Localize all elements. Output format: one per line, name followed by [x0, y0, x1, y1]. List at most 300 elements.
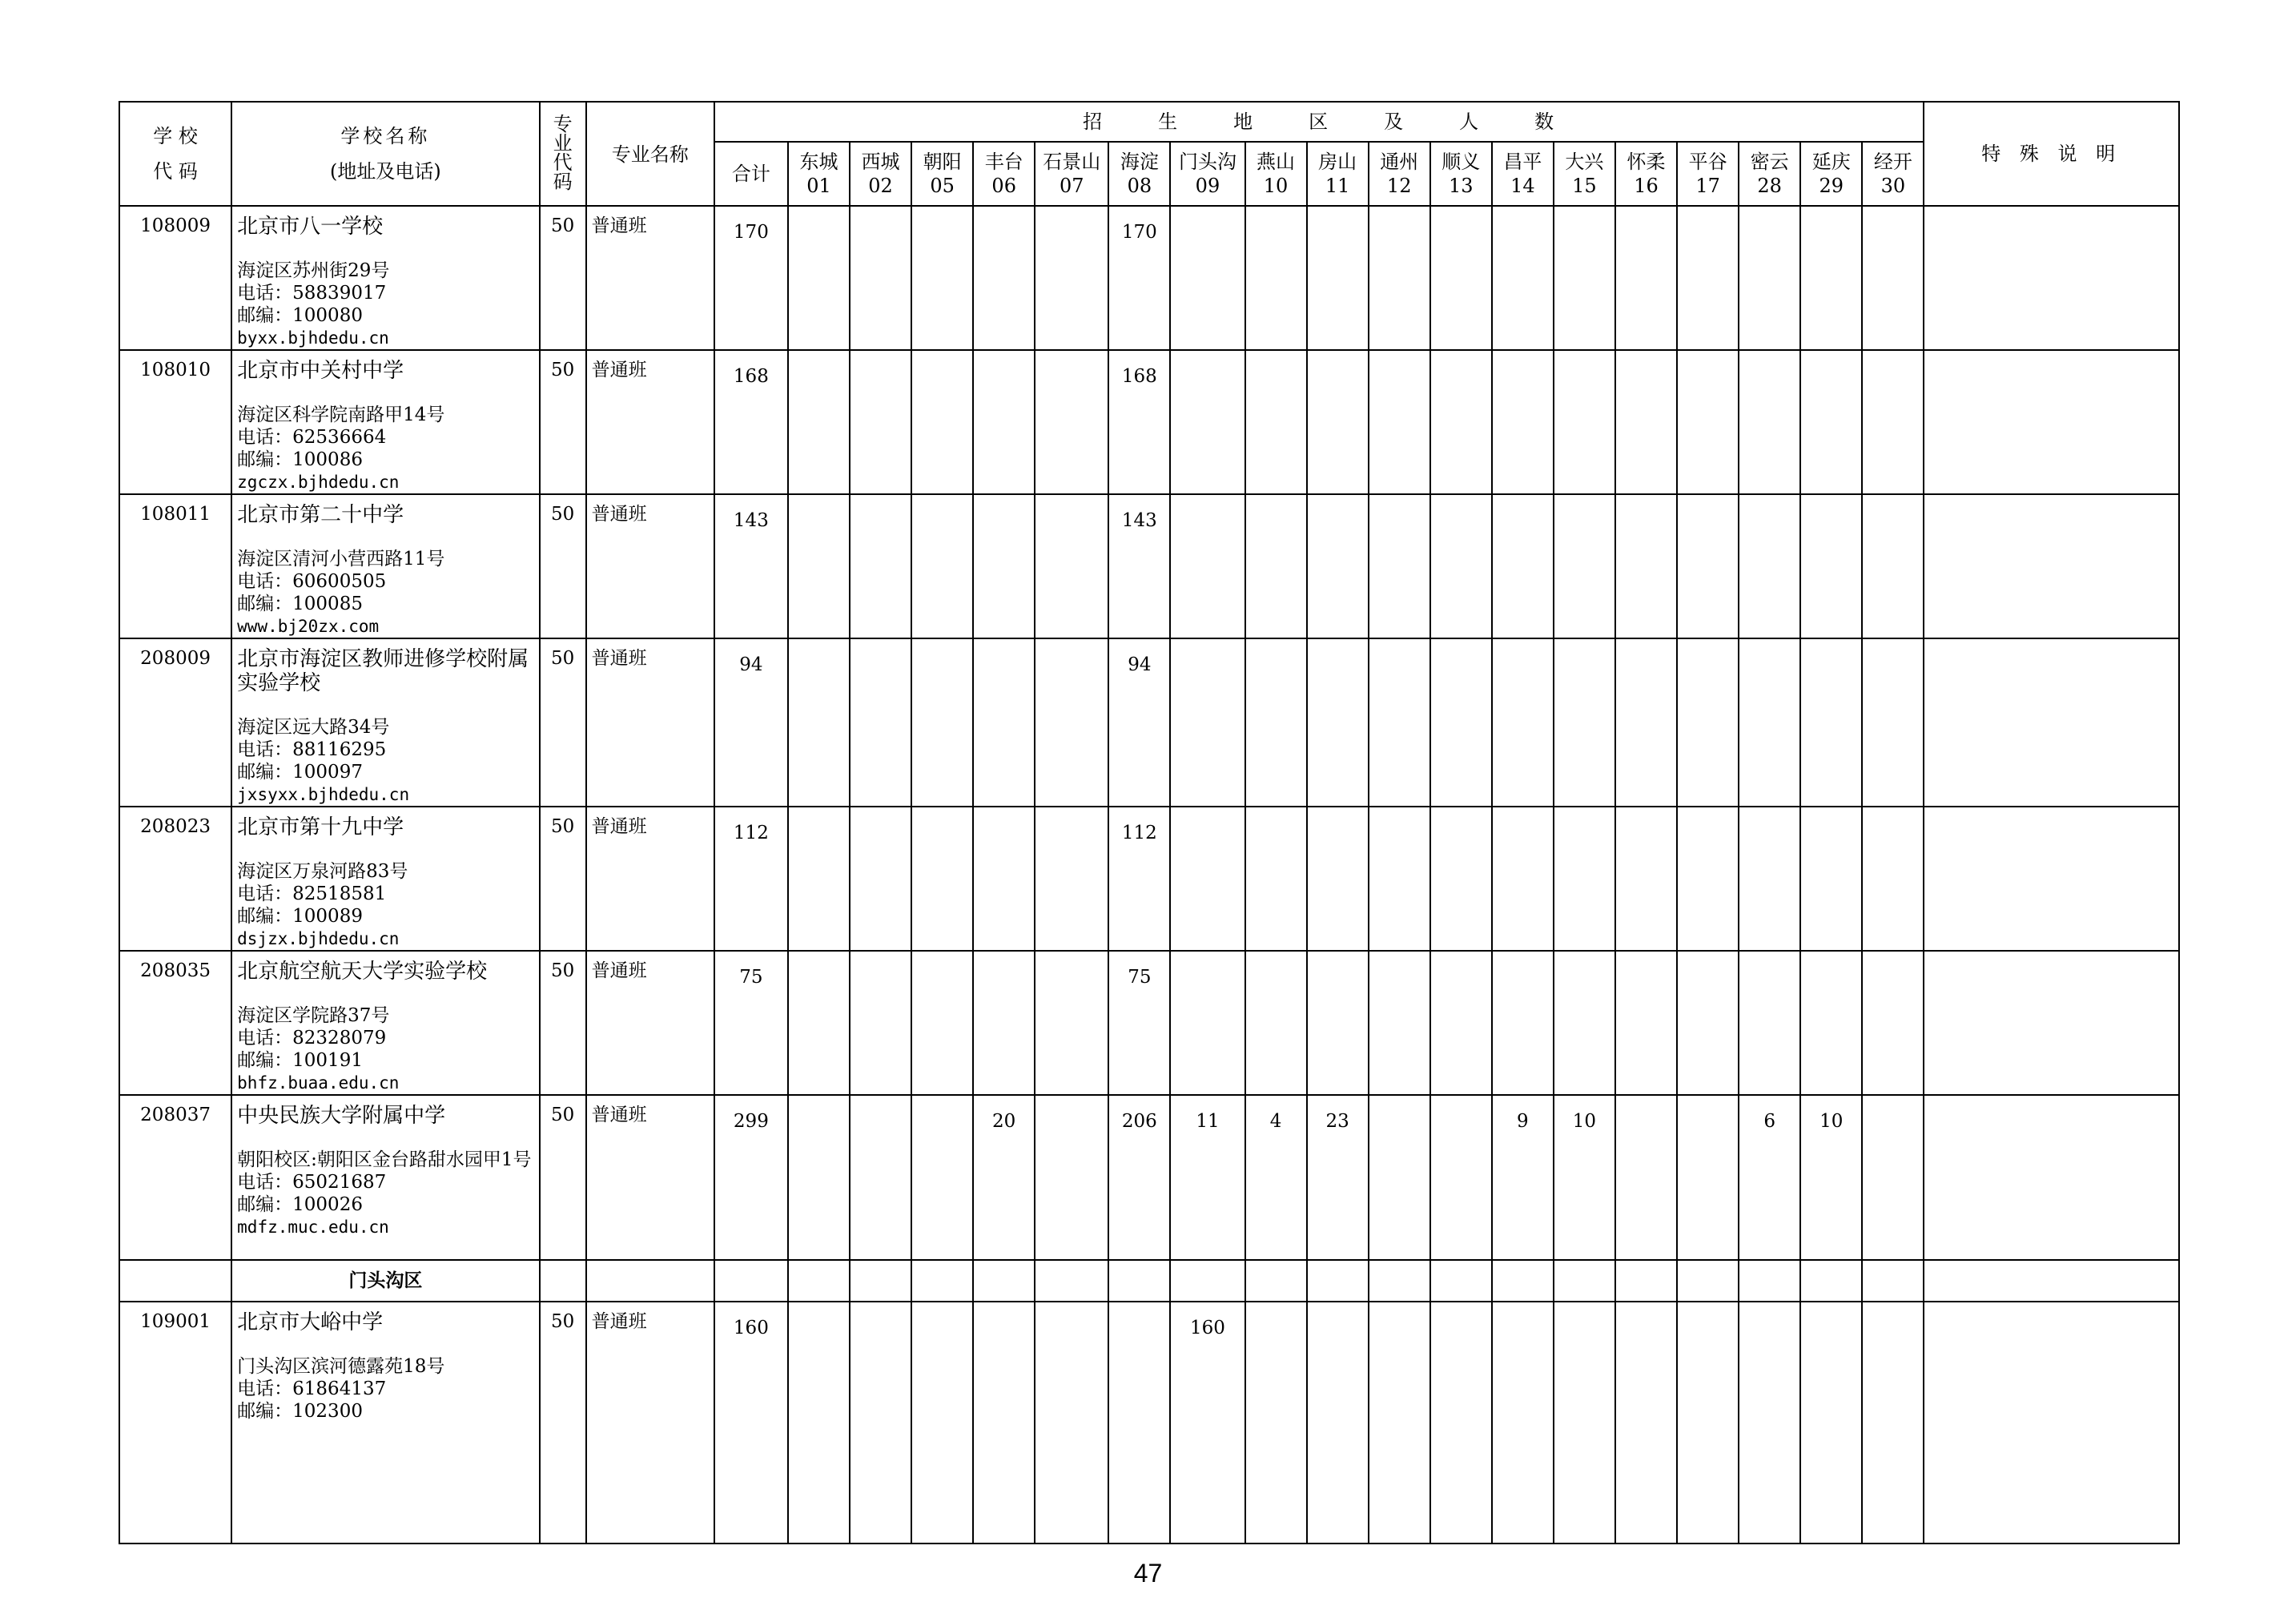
district-empty-cell: [586, 1260, 714, 1302]
area-code: 10: [1263, 175, 1289, 197]
region-title-char: 招: [1083, 111, 1104, 133]
school-postcode: 邮编：102300: [237, 1401, 363, 1422]
major-name: 普通班: [586, 494, 714, 638]
school-code: 109001: [119, 1302, 231, 1544]
area-count: [911, 350, 973, 494]
table-row: [119, 350, 2179, 494]
area-count: [1035, 350, 1108, 494]
table-row: [119, 1302, 2179, 1544]
area-count: [1862, 206, 1924, 350]
major-code: 50: [540, 494, 586, 638]
area-count: [850, 350, 911, 494]
area-count: [1677, 494, 1739, 638]
area-count: [1739, 807, 1800, 951]
area-count: [1800, 807, 1862, 951]
school-name: 北京市第二十中学: [237, 503, 404, 527]
area-count: [1739, 350, 1800, 494]
district-empty-cell: [1554, 1260, 1615, 1302]
total-count: 160: [714, 1302, 788, 1544]
area-count: [788, 206, 850, 350]
area-count: [1369, 494, 1430, 638]
area-name: 丰台: [984, 151, 1023, 173]
area-count: [1615, 350, 1677, 494]
area-count: [1615, 206, 1677, 350]
area-count: [1677, 951, 1739, 1095]
school-name: 北京市第十九中学: [237, 815, 404, 839]
header-area: [911, 142, 973, 206]
area-count: [1245, 951, 1307, 1095]
area-code: 13: [1449, 175, 1474, 197]
total-count: 112: [714, 807, 788, 951]
area-count: [1170, 807, 1245, 951]
school-phone: 电话：58839017: [237, 283, 387, 304]
area-count: [1677, 638, 1739, 807]
area-count: [1245, 494, 1307, 638]
area-name: 燕山: [1257, 151, 1296, 173]
area-count: [1554, 951, 1615, 1095]
school-name: 中央民族大学附属中学: [237, 1104, 446, 1128]
header-special-notes: 特 殊 说 明: [1924, 102, 2179, 206]
area-code: 17: [1695, 175, 1720, 197]
area-name: 西城: [861, 151, 900, 173]
school-code: 208035: [119, 951, 231, 1095]
area-count: [1862, 638, 1924, 807]
area-code: 29: [1819, 175, 1844, 197]
area-count: [1430, 1095, 1492, 1260]
area-count: [1615, 1302, 1677, 1544]
special-note: [1924, 1302, 2179, 1544]
area-count: [788, 951, 850, 1095]
major-name: 普通班: [586, 638, 714, 807]
area-count: 94: [1108, 638, 1170, 807]
special-note: [1924, 206, 2179, 350]
major-name: 普通班: [586, 807, 714, 951]
table-row: [119, 1095, 2179, 1260]
school-address: 海淀区万泉河路83号: [237, 861, 408, 882]
area-count: [1492, 1302, 1554, 1544]
area-count: 20: [973, 1095, 1035, 1260]
school-phone: 电话：88116295: [237, 739, 387, 760]
area-count: [1170, 350, 1245, 494]
header-row-1: [119, 102, 2179, 142]
district-empty-cell: [1369, 1260, 1430, 1302]
area-count: 4: [1245, 1095, 1307, 1260]
area-count: [1492, 638, 1554, 807]
area-code: 05: [930, 175, 955, 197]
area-count: [1035, 494, 1108, 638]
table-body: [119, 102, 2179, 1544]
area-count: [1862, 1095, 1924, 1260]
area-count: [1554, 494, 1615, 638]
area-count: [1492, 494, 1554, 638]
area-count: [788, 494, 850, 638]
area-name: 延庆: [1811, 151, 1851, 173]
school-info: [231, 1302, 539, 1544]
area-count: [1677, 807, 1739, 951]
major-code: 50: [540, 807, 586, 951]
total-count: 143: [714, 494, 788, 638]
area-count: [973, 350, 1035, 494]
district-empty-cell: [1108, 1260, 1170, 1302]
area-name: 密云: [1750, 151, 1789, 173]
area-count: [1862, 807, 1924, 951]
table-row: [119, 638, 2179, 807]
school-info: [231, 1095, 539, 1260]
school-website: bhfz.buaa.edu.cn: [237, 1073, 400, 1093]
area-count: [1430, 350, 1492, 494]
area-count: [1108, 1302, 1170, 1544]
area-count: [911, 206, 973, 350]
special-note: [1924, 494, 2179, 638]
district-row: [119, 1260, 2179, 1302]
school-postcode: 邮编：100026: [237, 1194, 363, 1215]
area-count: [850, 951, 911, 1095]
area-count: [1800, 350, 1862, 494]
school-website: zgczx.bjhdedu.cn: [237, 473, 400, 492]
school-postcode: 邮编：100080: [237, 305, 363, 326]
area-name: 房山: [1318, 151, 1357, 173]
school-website: jxsyxx.bjhdedu.cn: [237, 785, 410, 804]
school-address: 海淀区苏州街29号: [237, 260, 390, 281]
area-count: [788, 1095, 850, 1260]
major-code: 50: [540, 206, 586, 350]
area-code: 09: [1195, 175, 1220, 197]
region-title-char: 数: [1534, 111, 1556, 133]
area-count: 23: [1307, 1095, 1369, 1260]
area-count: [1615, 1095, 1677, 1260]
area-count: [1430, 807, 1492, 951]
area-name: 通州: [1380, 151, 1419, 173]
area-count: [1800, 206, 1862, 350]
district-empty-cell: [119, 1260, 231, 1302]
area-count: [1677, 206, 1739, 350]
area-count: [1862, 951, 1924, 1095]
area-count: [1369, 350, 1430, 494]
school-code: 108009: [119, 206, 231, 350]
area-count: [1369, 1302, 1430, 1544]
area-code: 15: [1572, 175, 1597, 197]
spacer: [237, 1334, 533, 1355]
special-note: [1924, 807, 2179, 951]
major-code: 50: [540, 951, 586, 1095]
header-area: [850, 142, 911, 206]
area-count: [1800, 494, 1862, 638]
major-name: 普通班: [586, 1302, 714, 1544]
area-count: [1307, 951, 1369, 1095]
major-name: 普通班: [586, 1095, 714, 1260]
region-title-char: 生: [1158, 111, 1180, 133]
area-name: 海淀: [1120, 151, 1159, 173]
district-empty-cell: [1739, 1260, 1800, 1302]
region-title-char: 地: [1233, 111, 1255, 133]
region-title-char: 人: [1459, 111, 1481, 133]
area-count: [911, 951, 973, 1095]
area-count: [1245, 807, 1307, 951]
header-area: [1369, 142, 1430, 206]
total-count: 168: [714, 350, 788, 494]
area-name: 石景山: [1043, 151, 1101, 173]
region-title-char: 区: [1309, 111, 1330, 133]
district-empty-cell: [1800, 1260, 1862, 1302]
area-count: [1800, 638, 1862, 807]
area-count: [1307, 638, 1369, 807]
school-postcode: 邮编：100089: [237, 906, 363, 927]
school-code: 208009: [119, 638, 231, 807]
school-info: [231, 951, 539, 1095]
area-count: [1035, 1302, 1108, 1544]
total-count: 299: [714, 1095, 788, 1260]
area-count: [973, 1302, 1035, 1544]
district-empty-cell: [1245, 1260, 1307, 1302]
area-count: [973, 206, 1035, 350]
district-empty-cell: [1430, 1260, 1492, 1302]
school-address: 海淀区远大路34号: [237, 717, 390, 738]
area-count: 75: [1108, 951, 1170, 1095]
school-website: www.bj20zx.com: [237, 617, 380, 636]
area-count: [1554, 350, 1615, 494]
area-code: 14: [1510, 175, 1535, 197]
header-area: [1430, 142, 1492, 206]
area-count: [850, 1095, 911, 1260]
area-count: [1170, 951, 1245, 1095]
area-count: [1307, 350, 1369, 494]
major-name: 普通班: [586, 951, 714, 1095]
header-area: [788, 142, 850, 206]
district-label: 门头沟区: [231, 1260, 539, 1302]
district-empty-cell: [850, 1260, 911, 1302]
area-count: 9: [1492, 1095, 1554, 1260]
area-count: [1430, 206, 1492, 350]
area-count: [973, 951, 1035, 1095]
school-website: dsjzx.bjhdedu.cn: [237, 929, 400, 948]
area-code: 30: [1880, 175, 1906, 197]
area-count: [1245, 1302, 1307, 1544]
area-name: 门头沟: [1178, 151, 1236, 173]
area-count: [911, 638, 973, 807]
area-code: 08: [1127, 175, 1152, 197]
header-area: [1739, 142, 1800, 206]
district-empty-cell: [1170, 1260, 1245, 1302]
header-area: [1492, 142, 1554, 206]
area-count: [1677, 1095, 1739, 1260]
area-count: [788, 350, 850, 494]
major-code: 50: [540, 1302, 586, 1544]
area-count: 10: [1554, 1095, 1615, 1260]
table-row: [119, 951, 2179, 1095]
area-count: [1307, 807, 1369, 951]
area-count: [1739, 494, 1800, 638]
area-count: [1170, 638, 1245, 807]
total-count: 75: [714, 951, 788, 1095]
area-code: 02: [868, 175, 893, 197]
school-phone: 电话：62536664: [237, 427, 387, 448]
school-website: mdfz.muc.edu.cn: [237, 1218, 389, 1237]
special-note: [1924, 951, 2179, 1095]
area-name: 平谷: [1688, 151, 1727, 173]
district-empty-cell: [1924, 1260, 2179, 1302]
area-count: [1554, 206, 1615, 350]
area-count: [1035, 951, 1108, 1095]
area-count: [850, 807, 911, 951]
area-count: [1862, 494, 1924, 638]
area-count: [850, 494, 911, 638]
area-count: 143: [1108, 494, 1170, 638]
total-count: 94: [714, 638, 788, 807]
area-count: 6: [1739, 1095, 1800, 1260]
header-area: [973, 142, 1035, 206]
area-count: [1554, 807, 1615, 951]
total-count: 170: [714, 206, 788, 350]
header-area: [1615, 142, 1677, 206]
area-count: [1615, 494, 1677, 638]
area-name: 顺义: [1442, 151, 1481, 173]
area-count: [1170, 494, 1245, 638]
area-count: 206: [1108, 1095, 1170, 1260]
school-phone: 电话：65021687: [237, 1172, 387, 1193]
area-count: [1554, 1302, 1615, 1544]
school-name: 北京航空航天大学实验学校: [237, 960, 488, 984]
area-count: [1369, 951, 1430, 1095]
school-phone: 电话：61864137: [237, 1378, 387, 1399]
spacer: [237, 1128, 533, 1149]
header-area: [1800, 142, 1862, 206]
district-empty-cell: [1677, 1260, 1739, 1302]
area-count: [1245, 350, 1307, 494]
area-count: [1739, 206, 1800, 350]
school-name: 北京市八一学校: [237, 215, 384, 239]
spacer: [237, 383, 533, 404]
area-count: [973, 807, 1035, 951]
spacer: [237, 984, 533, 1004]
area-count: [1035, 638, 1108, 807]
header-school-name: 学校名称 (地址及电话): [231, 102, 539, 206]
header-area: [1035, 142, 1108, 206]
school-postcode: 邮编：100085: [237, 594, 363, 614]
area-code: 11: [1325, 175, 1350, 197]
school-info: [231, 638, 539, 807]
area-count: [1554, 638, 1615, 807]
area-count: [1430, 638, 1492, 807]
area-count: [1492, 807, 1554, 951]
area-count: [1245, 206, 1307, 350]
area-count: [1430, 1302, 1492, 1544]
major-name: 普通班: [586, 350, 714, 494]
special-note: [1924, 1095, 2179, 1260]
area-count: [1492, 206, 1554, 350]
area-name: 经开: [1873, 151, 1912, 173]
area-count: 168: [1108, 350, 1170, 494]
district-empty-cell: [714, 1260, 788, 1302]
area-count: 160: [1170, 1302, 1245, 1544]
region-title-char: 及: [1384, 111, 1405, 133]
area-code: 28: [1757, 175, 1782, 197]
header-area: [1307, 142, 1369, 206]
special-note: [1924, 350, 2179, 494]
header-area: [1862, 142, 1924, 206]
area-count: [1369, 638, 1430, 807]
area-count: 112: [1108, 807, 1170, 951]
area-count: [850, 1302, 911, 1544]
area-count: 10: [1800, 1095, 1862, 1260]
area-count: [911, 1095, 973, 1260]
school-info: [231, 494, 539, 638]
district-empty-cell: [1492, 1260, 1554, 1302]
district-empty-cell: [788, 1260, 850, 1302]
area-name: 怀柔: [1627, 151, 1666, 173]
area-count: [911, 1302, 973, 1544]
school-address: 门头沟区滨河德露苑18号: [237, 1356, 445, 1377]
area-count: [973, 638, 1035, 807]
school-name: 北京市大峪中学: [237, 1310, 384, 1334]
school-code: 108011: [119, 494, 231, 638]
area-count: [1170, 206, 1245, 350]
school-website: byxx.bjhdedu.cn: [237, 328, 389, 348]
area-count: [1035, 807, 1108, 951]
area-count: [788, 1302, 850, 1544]
spacer: [237, 695, 533, 716]
school-address: 海淀区学院路37号: [237, 1005, 390, 1026]
area-count: [1035, 1095, 1108, 1260]
spacer: [237, 239, 533, 260]
header-major-name: 专业名称: [586, 102, 714, 206]
school-postcode: 邮编：100191: [237, 1050, 363, 1071]
area-count: [788, 638, 850, 807]
area-name: 东城: [799, 151, 838, 173]
school-phone: 电话：82328079: [237, 1028, 387, 1048]
spacer: [237, 527, 533, 548]
area-count: 170: [1108, 206, 1170, 350]
school-address: 海淀区清河小营西路11号: [237, 549, 445, 570]
area-count: [1739, 638, 1800, 807]
area-code: 12: [1386, 175, 1412, 197]
district-empty-cell: [1615, 1260, 1677, 1302]
district-empty-cell: [1307, 1260, 1369, 1302]
area-count: [1800, 1302, 1862, 1544]
area-count: [1430, 951, 1492, 1095]
area-count: [911, 494, 973, 638]
school-phone: 电话：60600505: [237, 571, 387, 592]
area-count: [1615, 951, 1677, 1095]
school-name: 北京市海淀区教师进修学校附属实验学校: [237, 647, 529, 695]
major-code: 50: [540, 350, 586, 494]
area-count: [1739, 1302, 1800, 1544]
area-count: [850, 206, 911, 350]
area-count: [1492, 951, 1554, 1095]
area-count: [1677, 350, 1739, 494]
header-area: [1677, 142, 1739, 206]
area-code: 06: [991, 175, 1016, 197]
school-address: 朝阳校区:朝阳区金台路甜水园甲1号: [237, 1149, 532, 1170]
area-name: 朝阳: [923, 151, 962, 173]
area-count: [1862, 1302, 1924, 1544]
school-postcode: 邮编：100097: [237, 762, 363, 783]
area-code: 01: [806, 175, 831, 197]
table-row: [119, 206, 2179, 350]
district-empty-cell: [911, 1260, 973, 1302]
area-code: 07: [1060, 175, 1084, 197]
area-count: [1245, 638, 1307, 807]
header-major-code: 专业代码: [540, 102, 586, 206]
area-count: [850, 638, 911, 807]
school-info: [231, 206, 539, 350]
area-count: [1307, 1302, 1369, 1544]
school-info: [231, 350, 539, 494]
header-area: [1108, 142, 1170, 206]
school-code: 108010: [119, 350, 231, 494]
district-empty-cell: [1035, 1260, 1108, 1302]
table-row: [119, 807, 2179, 951]
area-count: [1369, 807, 1430, 951]
